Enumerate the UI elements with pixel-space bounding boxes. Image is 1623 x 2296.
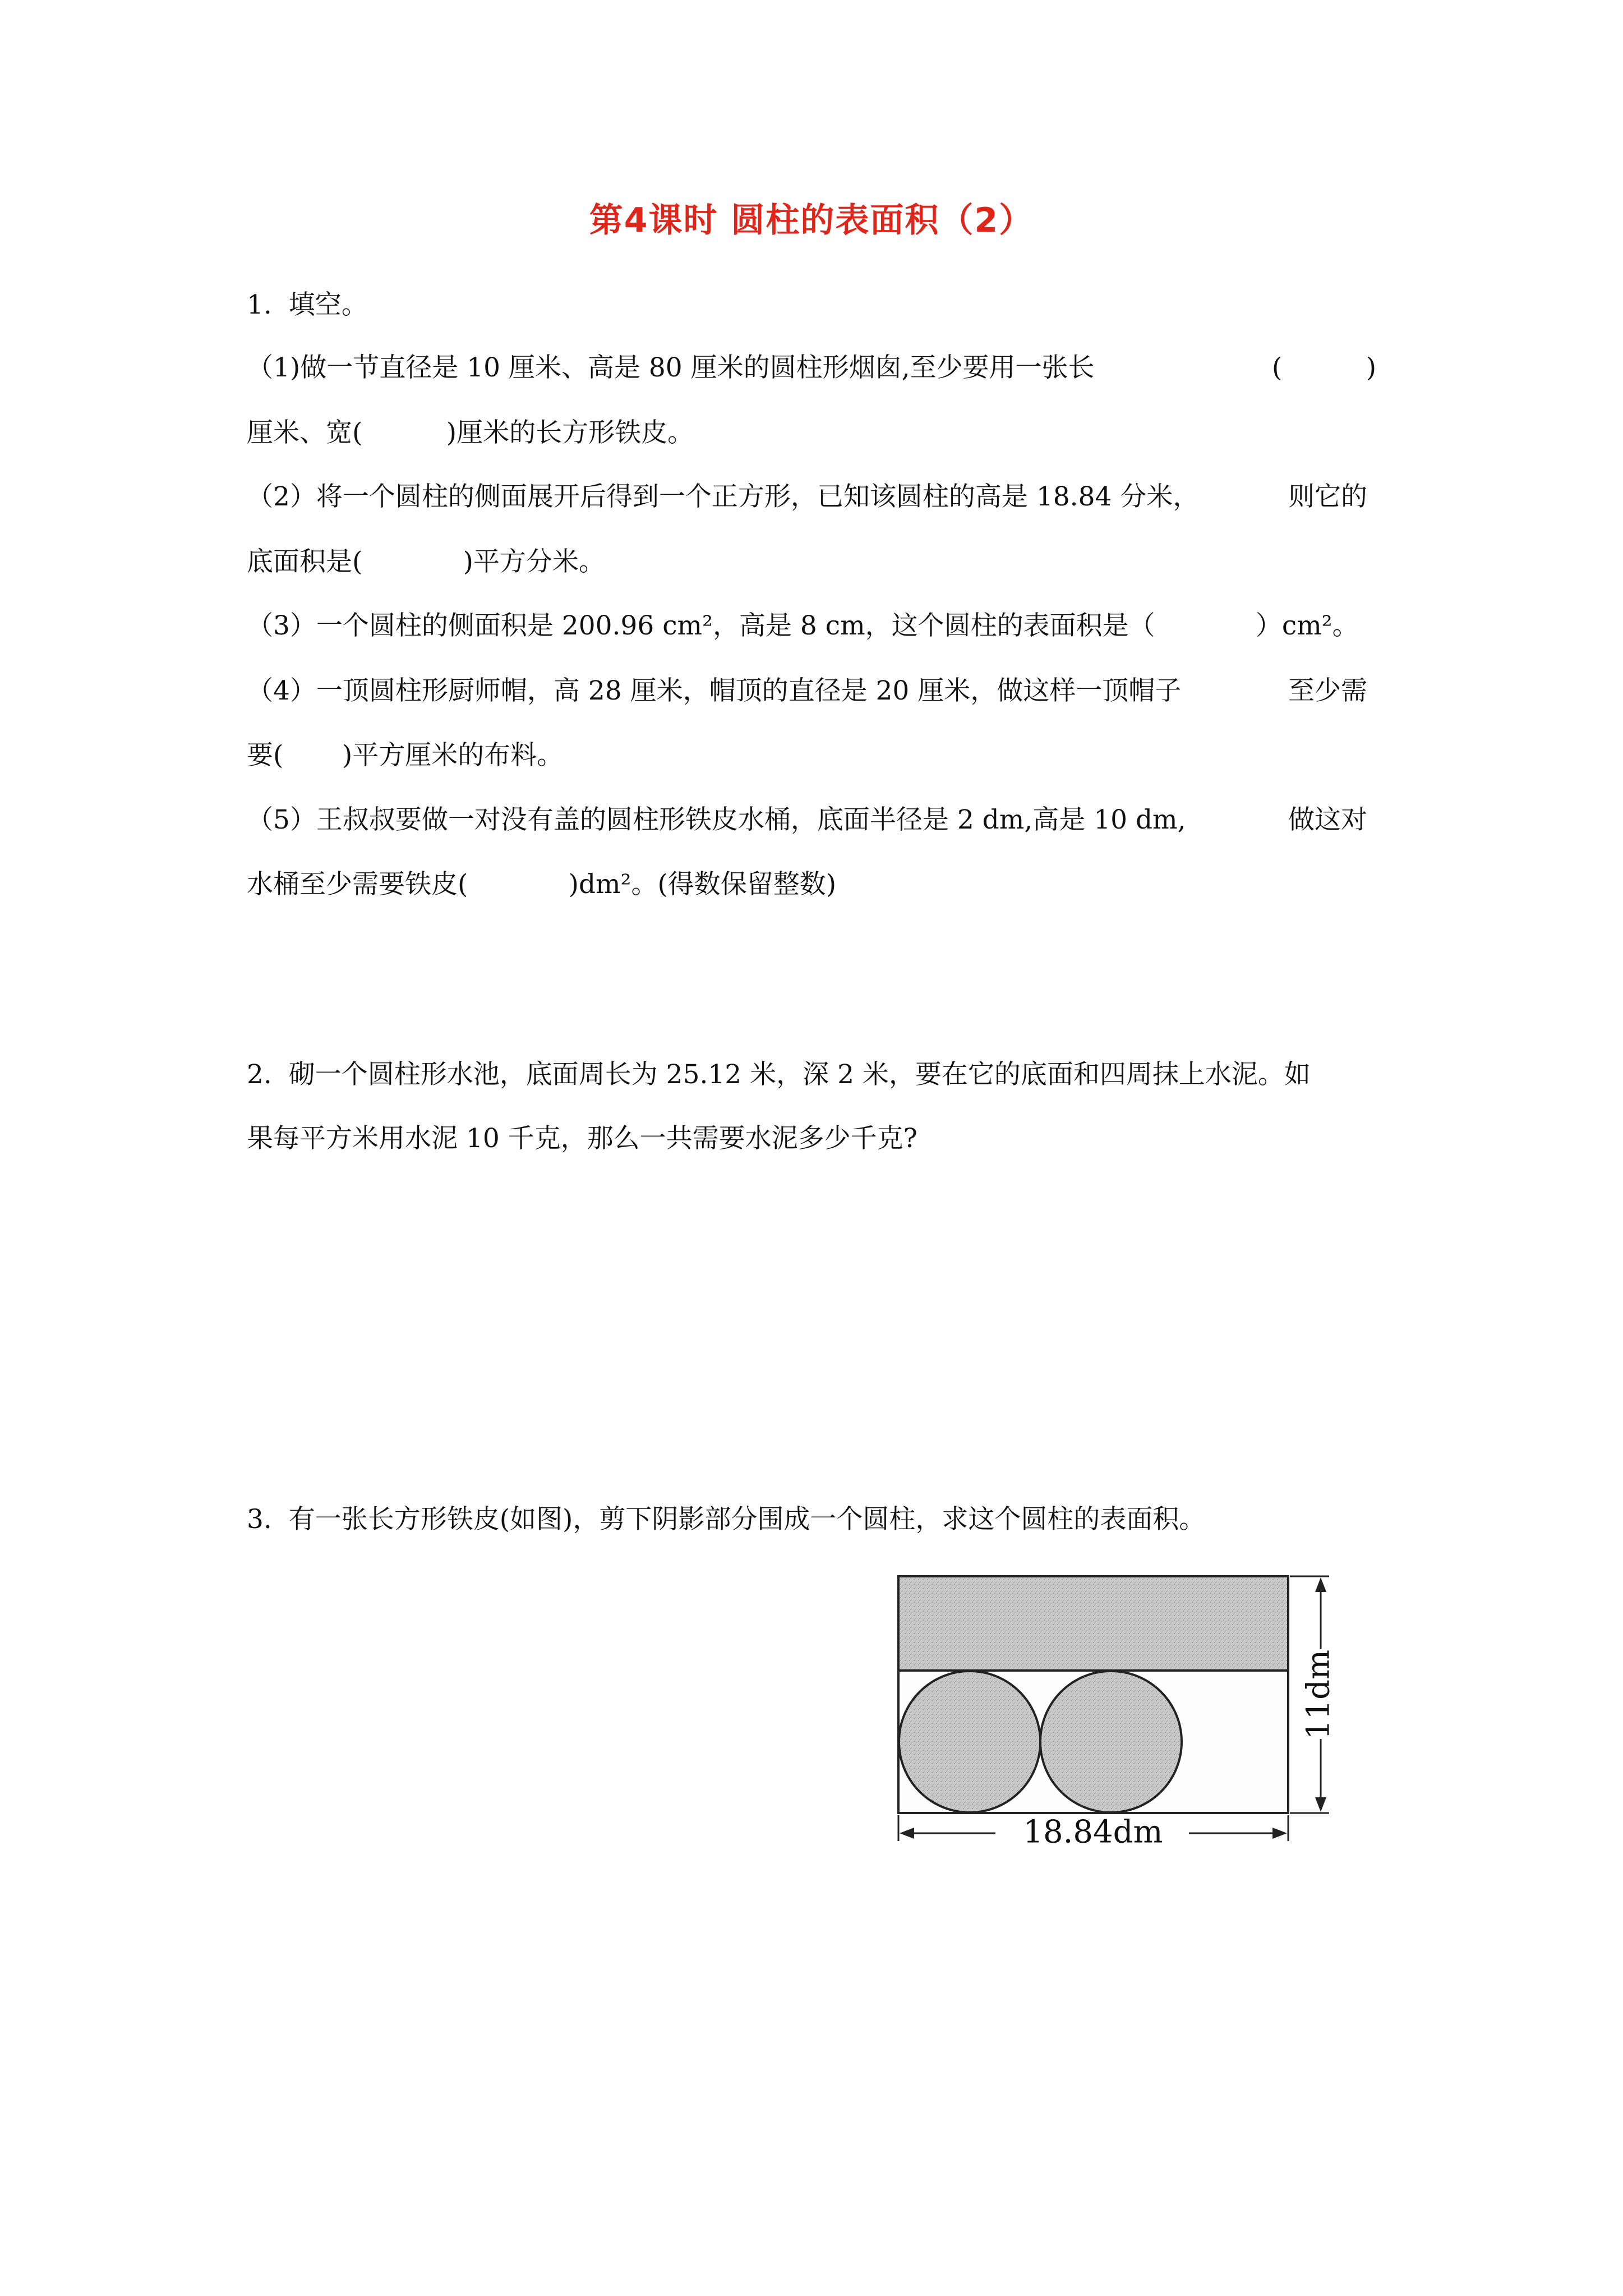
q2-line2: 果每平方米用水泥 10 千克，那么一共需要水泥多少千克? [247, 1123, 917, 1154]
height-label: 11dm [1300, 1649, 1337, 1740]
q1-part2-line1: （2）将一个圆柱的侧面展开后得到一个正方形，已知该圆柱的高是 18.84 分米， [247, 481, 1200, 512]
q1-part4-line1-tail: 至少需 [1288, 675, 1367, 706]
q1-part2-line1-tail: 则它的 [1288, 481, 1367, 512]
q1-heading: 1. 填空。 [247, 289, 368, 320]
q1-part5-line1: （5）王叔叔要做一对没有盖的圆柱形铁皮水桶，底面半径是 2 dm,高是 10 dm, [247, 804, 1186, 835]
q1-part5-line2: 水桶至少需要铁皮( )dm²。(得数保留整数) [247, 869, 837, 900]
height-arrowhead-top [1315, 1577, 1326, 1592]
base-circle-left [899, 1671, 1040, 1812]
q1-part1-line2: 厘米、宽( )厘米的长方形铁皮。 [247, 417, 694, 448]
q1-part4-line1: （4）一顶圆柱形厨师帽，高 28 厘米，帽顶的直径是 20 厘米，做这样一顶帽子 [247, 675, 1182, 706]
shaded-strip [898, 1576, 1288, 1671]
q1-part5-line1-tail: 做这对 [1288, 804, 1367, 835]
q1-part4-line2: 要( )平方厘米的布料。 [247, 740, 564, 771]
q2-line1: 2. 砌一个圆柱形水池，底面周长为 25.12 米，深 2 米，要在它的底面和四周抹上水泥。如 [247, 1059, 1311, 1090]
q1-part3-line1: （3）一个圆柱的侧面积是 200.96 cm²，高是 8 cm，这个圆柱的表面积是（ ）cm²。 [247, 610, 1359, 641]
width-arrowhead-left [900, 1828, 914, 1839]
q1-part2-line2: 底面积是( )平方分米。 [247, 546, 605, 577]
width-arrowhead-right [1272, 1828, 1287, 1839]
q3-line1: 3. 有一张长方形铁皮(如图)，剪下阴影部分围成一个圆柱，求这个圆柱的表面积。 [247, 1504, 1206, 1535]
q1-part1-line1: （1)做一节直径是 10 厘米、高是 80 厘米的圆柱形烟囱,至少要用一张长 [247, 352, 1095, 383]
height-arrowhead-bottom [1315, 1797, 1326, 1812]
page-title: 第4课时 圆柱的表面积（2） [589, 201, 1034, 240]
rectangle-sheet-figure [886, 1565, 1385, 1857]
q1-part1-blank: ( ) [1272, 352, 1377, 383]
base-circle-right [1040, 1671, 1182, 1812]
width-label: 18.84dm [1023, 1814, 1163, 1851]
